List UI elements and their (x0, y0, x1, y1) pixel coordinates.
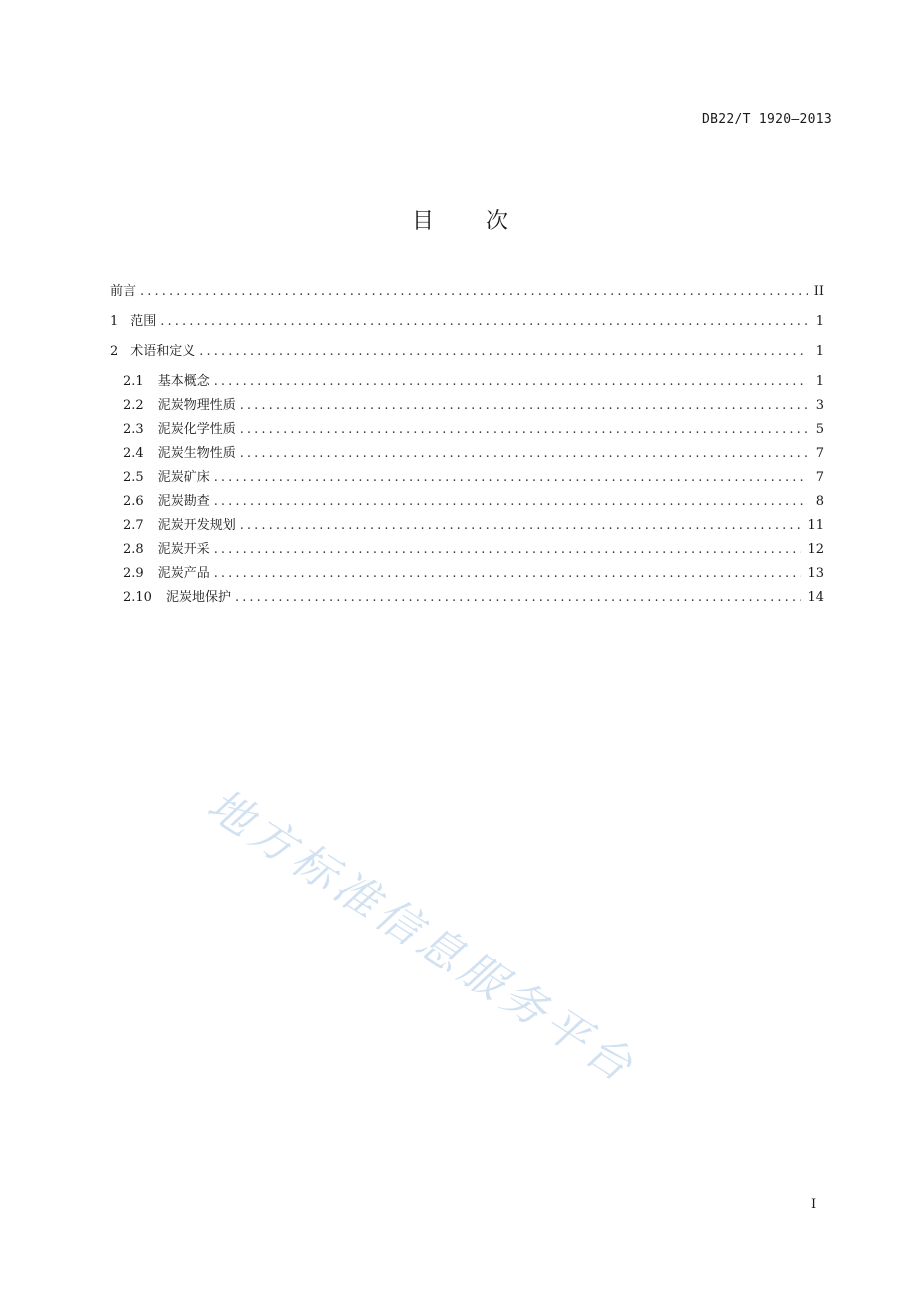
toc-entry-page: 7 (815, 446, 824, 461)
toc-entry-number: 2.2 (123, 398, 144, 413)
toc-entry-foreword[interactable] (110, 280, 824, 310)
toc-title-char-2: 次 (486, 209, 509, 234)
toc-entry-label: 前言 (110, 284, 137, 299)
dot-leader (214, 562, 802, 586)
toc-title (0, 204, 920, 235)
toc-entry-number: 2.5 (123, 470, 144, 485)
toc-entry-2-7[interactable] (110, 514, 824, 538)
toc-entry-page: 3 (815, 398, 824, 413)
dot-leader (214, 466, 808, 490)
toc-entry-number: 2.9 (123, 566, 144, 581)
toc-entry-label: 泥炭生物性质 (157, 446, 236, 461)
toc-entry-page: 1 (815, 314, 824, 329)
toc-entry-2-9[interactable] (110, 562, 824, 586)
toc-entry-number: 2 (110, 344, 119, 359)
toc-entry-label: 泥炭开采 (157, 542, 210, 557)
dot-leader (235, 586, 801, 610)
toc-entry-number: 2.8 (123, 542, 144, 557)
toc-entry-page: 8 (815, 494, 824, 509)
dot-leader (199, 340, 808, 364)
page-number: I (811, 1197, 817, 1212)
toc-entry-page: 12 (807, 542, 824, 557)
toc-entry-2-3[interactable] (110, 418, 824, 442)
toc-entry-number: 2.7 (123, 518, 144, 533)
toc-entry-label: 泥炭开发规划 (157, 518, 236, 533)
toc-entry-label: 泥炭物理性质 (157, 398, 236, 413)
toc-entry-label: 泥炭化学性质 (157, 422, 236, 437)
toc-entry-page: 7 (815, 470, 824, 485)
dot-leader (240, 418, 808, 442)
toc-entry-2-10[interactable] (110, 586, 824, 610)
dot-leader (214, 370, 808, 394)
toc-entry-2-2[interactable] (110, 394, 824, 418)
toc-entry-page: 1 (815, 374, 824, 389)
toc-entry-page: 13 (807, 566, 824, 581)
dot-leader (160, 310, 808, 334)
toc-entry-number: 2.3 (123, 422, 144, 437)
toc-entry-label: 范围 (130, 314, 157, 329)
toc-entry-2[interactable] (110, 340, 824, 370)
toc-entry-number: 2.4 (123, 446, 144, 461)
toc-entry-page: II (813, 284, 824, 299)
toc-entry-label: 泥炭勘查 (157, 494, 210, 509)
dot-leader (240, 514, 802, 538)
dot-leader (140, 280, 808, 304)
toc-entry-page: 11 (807, 518, 824, 533)
toc-entry-number: 1 (110, 314, 119, 329)
dot-leader (240, 442, 808, 466)
table-of-contents (110, 280, 824, 610)
toc-entry-1[interactable] (110, 310, 824, 340)
toc-entry-2-4[interactable] (110, 442, 824, 466)
toc-entry-label: 基本概念 (157, 374, 210, 389)
toc-entry-number: 2.6 (123, 494, 144, 509)
toc-entry-2-1[interactable] (110, 370, 824, 394)
toc-entry-label: 术语和定义 (130, 344, 196, 359)
toc-entry-page: 1 (815, 344, 824, 359)
dot-leader (214, 538, 802, 562)
toc-entry-number: 2.1 (123, 374, 144, 389)
watermark: 地方标准信息服务平台 (198, 779, 646, 1095)
toc-entry-2-5[interactable] (110, 466, 824, 490)
toc-entry-2-6[interactable] (110, 490, 824, 514)
toc-entry-number: 2.10 (123, 590, 152, 605)
toc-title-char-1: 目 (411, 209, 434, 234)
toc-entry-label: 泥炭矿床 (157, 470, 210, 485)
toc-entry-2-8[interactable] (110, 538, 824, 562)
toc-entry-label: 泥炭地保护 (165, 590, 231, 605)
dot-leader (214, 490, 808, 514)
document-code: DB22/T 1920—2013 (701, 112, 832, 127)
toc-entry-label: 泥炭产品 (157, 566, 210, 581)
toc-entry-page: 5 (815, 422, 824, 437)
dot-leader (240, 394, 808, 418)
toc-entry-page: 14 (807, 590, 824, 605)
